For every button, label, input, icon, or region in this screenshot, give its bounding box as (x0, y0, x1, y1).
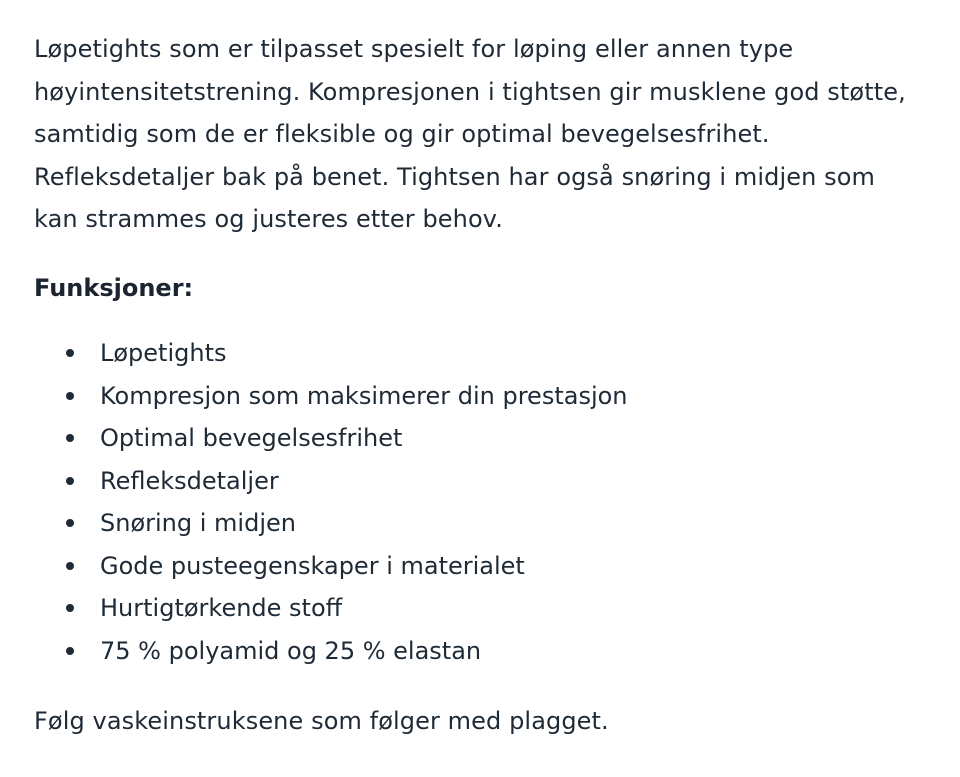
bullet-icon (66, 477, 74, 485)
bullet-icon (66, 604, 74, 612)
feature-text: Snøring i midjen (100, 509, 296, 537)
list-item (34, 332, 926, 375)
care-instructions: Følg vaskeinstruksene som følger med plagget. (34, 707, 609, 735)
feature-text: Hurtigtørkende stoff (100, 594, 343, 622)
feature-text: Løpetights (100, 339, 227, 367)
feature-text: Refleksdetaljer (100, 466, 279, 495)
bullet-icon (66, 349, 74, 357)
list-item (34, 587, 926, 630)
list-item (34, 630, 926, 673)
feature-text: Optimal bevegelsesfrihet (100, 424, 403, 452)
bullet-icon (66, 647, 74, 655)
list-item (34, 460, 926, 503)
bullet-icon (66, 434, 74, 442)
bullet-icon (66, 562, 74, 570)
list-item (34, 417, 926, 460)
features-list (34, 332, 926, 672)
feature-text: 75 % polyamid og 25 % elastan (100, 636, 482, 665)
feature-text: Gode pusteegenskaper i materialet (100, 551, 525, 580)
list-item (34, 375, 926, 418)
feature-text: Kompresjon som maksimerer din prestasjon (100, 381, 628, 410)
bullet-icon (66, 392, 74, 400)
list-item (34, 545, 926, 588)
bullet-icon (66, 519, 74, 527)
intro-paragraph: Løpetights som er tilpasset spesielt for løping eller annen type høyintensitetstrening. Kompresjonen i tightsen gir musklene god støtte, samtidig som de er fleksible og gir optimal bevegelsesfrihet. Refleksdetaljer bak på benet. Tightsen har også snøring i midjen som kan strammes og justeres etter behov. (34, 35, 906, 233)
features-heading: Funksjoner: (34, 273, 194, 302)
list-item (34, 502, 926, 545)
